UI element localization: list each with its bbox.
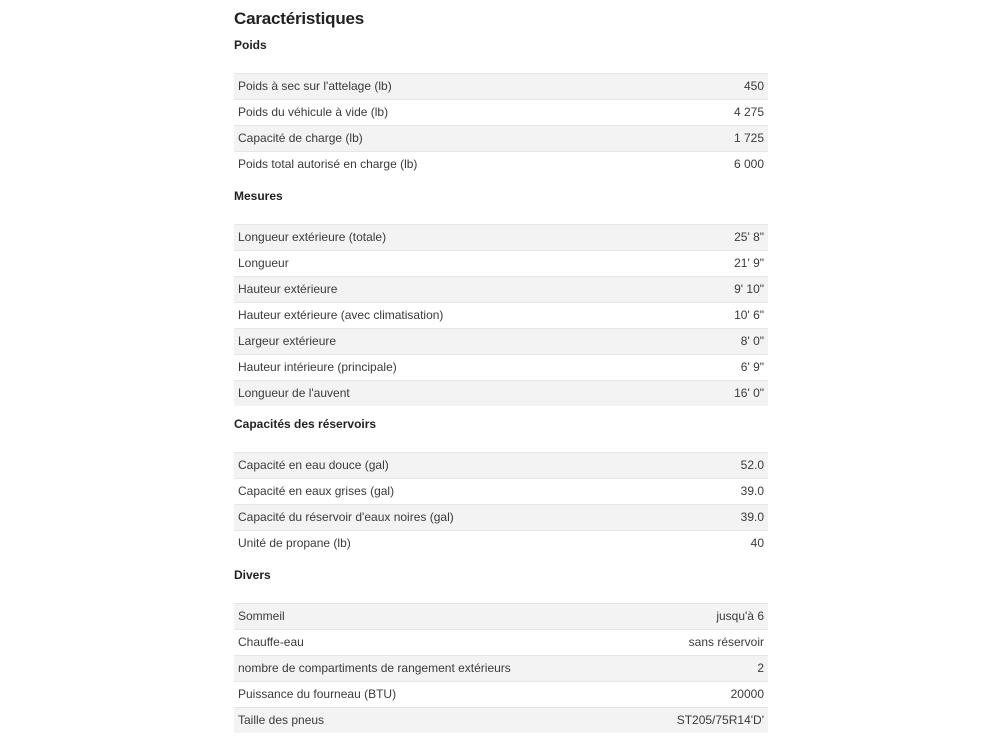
table-row xyxy=(234,250,768,276)
section-tank-capacities xyxy=(234,411,768,557)
table-row xyxy=(234,681,768,707)
table-row xyxy=(234,453,768,479)
spec-value: sans réservoir xyxy=(633,629,768,655)
tank-capacities-table xyxy=(234,452,768,557)
section-measurements xyxy=(234,183,768,407)
table-row xyxy=(234,380,768,406)
page-title: Caractéristiques xyxy=(234,9,365,28)
spec-value: 4 275 xyxy=(678,100,768,126)
table-row xyxy=(234,74,768,100)
table-row xyxy=(234,479,768,505)
table-row xyxy=(234,328,768,354)
spec-label: Hauteur extérieure (avec climatisation) xyxy=(234,302,687,328)
spec-value: 9' 10" xyxy=(687,276,768,302)
spec-label: Poids du véhicule à vide (lb) xyxy=(234,100,678,126)
section-title: Poids xyxy=(234,38,267,52)
table-row xyxy=(234,126,768,152)
table-row xyxy=(234,100,768,126)
spec-label: Taille des pneus xyxy=(234,707,633,733)
table-row xyxy=(234,531,768,557)
specifications-panel xyxy=(234,6,768,738)
table-row xyxy=(234,603,768,629)
section-weights xyxy=(234,32,768,178)
spec-value: 52.0 xyxy=(702,453,768,479)
spec-value: 21' 9" xyxy=(687,250,768,276)
spec-label: Poids à sec sur l'attelage (lb) xyxy=(234,74,678,100)
miscellaneous-table xyxy=(234,603,768,734)
spec-value: 1 725 xyxy=(678,126,768,152)
table-row xyxy=(234,707,768,733)
table-row xyxy=(234,276,768,302)
spec-value: 16' 0" xyxy=(687,380,768,406)
spec-label: Capacité en eau douce (gal) xyxy=(234,453,702,479)
spec-value: 8' 0" xyxy=(687,328,768,354)
spec-value: 6' 9" xyxy=(687,354,768,380)
spec-label: Longueur de l'auvent xyxy=(234,380,687,406)
spec-value: 2 xyxy=(633,655,768,681)
table-row xyxy=(234,152,768,178)
spec-value: ST205/75R14'D' xyxy=(633,707,768,733)
spec-label: Hauteur intérieure (principale) xyxy=(234,354,687,380)
spec-label: Largeur extérieure xyxy=(234,328,687,354)
table-row xyxy=(234,354,768,380)
table-row xyxy=(234,505,768,531)
spec-label: Unité de propane (lb) xyxy=(234,531,702,557)
weights-table xyxy=(234,73,768,178)
table-row xyxy=(234,224,768,250)
spec-label: Chauffe-eau xyxy=(234,629,633,655)
spec-value: 40 xyxy=(702,531,768,557)
table-row xyxy=(234,655,768,681)
spec-value: 39.0 xyxy=(702,505,768,531)
spec-label: Capacité du réservoir d'eaux noires (gal) xyxy=(234,505,702,531)
spec-label: Longueur extérieure (totale) xyxy=(234,224,687,250)
section-title: Capacités des réservoirs xyxy=(234,417,377,431)
spec-label: nombre de compartiments de rangement extérieurs xyxy=(234,655,633,681)
spec-value: 20000 xyxy=(633,681,768,707)
spec-value: jusqu'à 6 xyxy=(633,603,768,629)
section-title: Mesures xyxy=(234,188,283,203)
measurements-table xyxy=(234,224,768,407)
section-miscellaneous xyxy=(234,562,768,734)
spec-label: Longueur xyxy=(234,250,687,276)
spec-label: Hauteur extérieure xyxy=(234,276,687,302)
section-title: Divers xyxy=(234,567,271,582)
spec-value: 10' 6" xyxy=(687,302,768,328)
spec-label: Capacité de charge (lb) xyxy=(234,126,678,152)
spec-value: 450 xyxy=(678,74,768,100)
table-row xyxy=(234,302,768,328)
spec-label: Sommeil xyxy=(234,603,633,629)
spec-value: 6 000 xyxy=(678,152,768,178)
spec-value: 39.0 xyxy=(702,479,768,505)
table-row xyxy=(234,629,768,655)
spec-label: Puissance du fourneau (BTU) xyxy=(234,681,633,707)
spec-value: 25' 8" xyxy=(687,224,768,250)
spec-label: Capacité en eaux grises (gal) xyxy=(234,479,702,505)
spec-label: Poids total autorisé en charge (lb) xyxy=(234,152,678,178)
